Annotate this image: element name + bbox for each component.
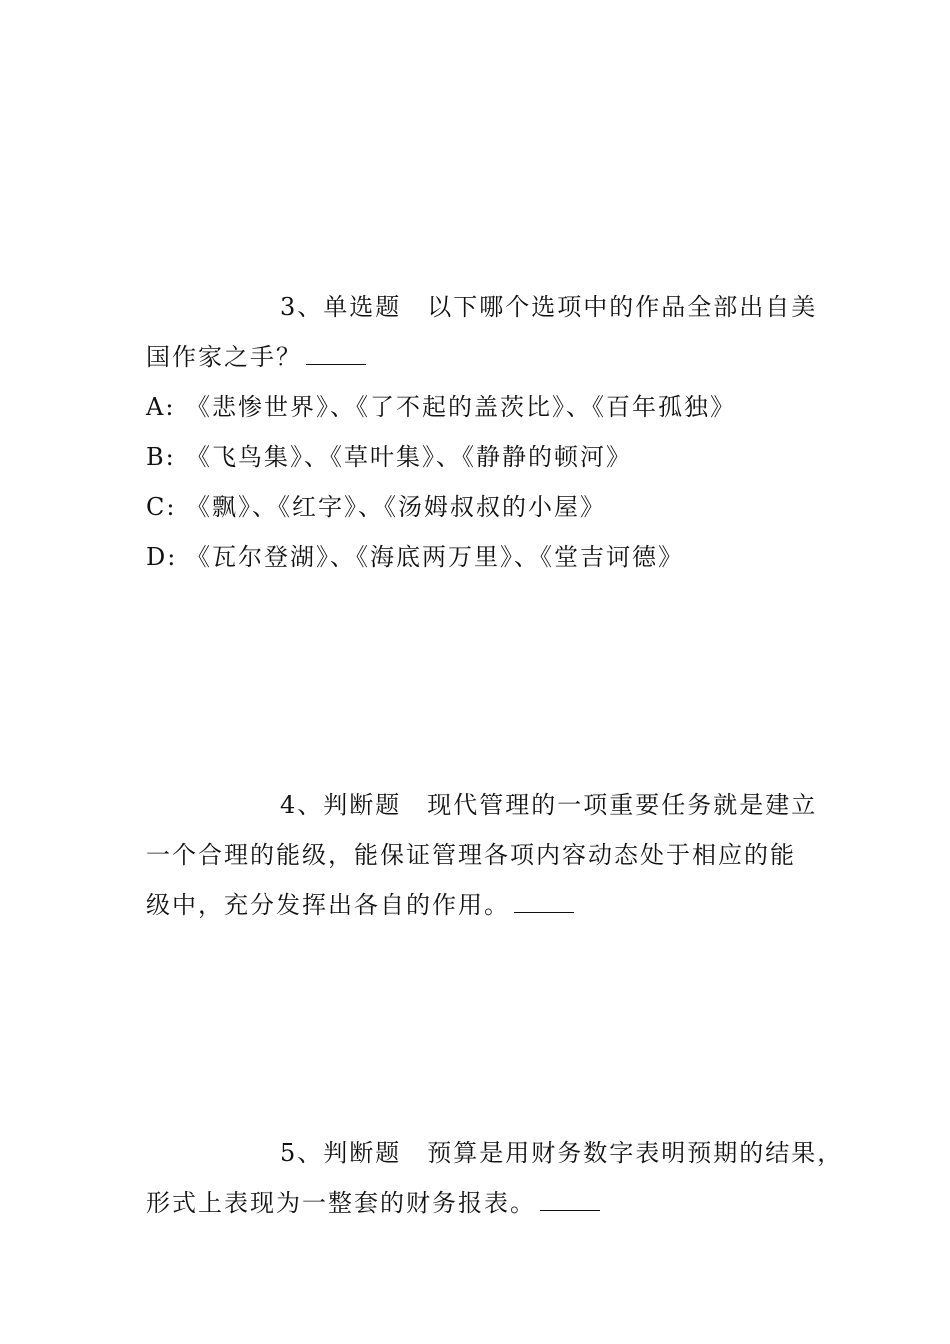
option-b[interactable] <box>146 432 806 482</box>
question-type: 判断题 <box>323 791 402 819</box>
option-key: C: <box>146 493 177 521</box>
question-3 <box>146 282 818 582</box>
question-stem-line-1: 现代管理的一项重要任务就是建立 <box>427 791 818 819</box>
option-text: 《飞鸟集》、《草叶集》、《静静的顿河》 <box>186 443 632 471</box>
option-a[interactable] <box>146 382 806 432</box>
option-c[interactable] <box>146 482 806 532</box>
question-stem-line-2: 国作家之手？ <box>146 343 302 371</box>
option-text: 《飘》、《红字》、《汤姆叔叔的小屋》 <box>186 493 606 521</box>
option-text: 《瓦尔登湖》、《海底两万里》、《堂吉诃德》 <box>186 543 684 571</box>
question-stem-line-3: 级中，充分发挥出各自的作用。 <box>146 891 510 919</box>
question-type: 判断题 <box>323 1139 402 1167</box>
question-4 <box>146 780 818 930</box>
option-d[interactable] <box>146 532 806 582</box>
question-5 <box>146 1128 844 1228</box>
question-number: 3、 <box>280 293 324 321</box>
question-number: 4、 <box>280 791 324 819</box>
question-stem-line-1: 以下哪个选项中的作品全部出自美 <box>427 293 818 321</box>
question-3-second-line <box>146 332 806 382</box>
answer-blank[interactable] <box>540 1190 600 1211</box>
option-key: D: <box>146 543 178 571</box>
question-type: 单选题 <box>323 293 402 321</box>
question-stem-line-1: 预算是用财务数字表明预期的结果， <box>427 1139 844 1167</box>
question-stem-line-2: 形式上表现为一整套的财务报表。 <box>146 1189 536 1217</box>
question-4-third-line <box>146 880 806 930</box>
question-stem-line-2: 一个合理的能级，能保证管理各项内容动态处于相应的能 <box>146 841 796 869</box>
option-text: 《悲惨世界》、《了不起的盖茨比》、《百年孤独》 <box>186 393 736 421</box>
question-number: 5、 <box>280 1139 324 1167</box>
question-5-second-line <box>146 1178 806 1228</box>
question-4-first-line <box>146 780 818 830</box>
question-3-first-line <box>146 282 818 332</box>
question-5-first-line <box>146 1128 844 1178</box>
answer-blank[interactable] <box>514 892 574 913</box>
question-4-second-line <box>146 830 806 880</box>
option-key: B: <box>146 443 176 471</box>
answer-blank[interactable] <box>306 344 366 365</box>
option-key: A: <box>146 393 176 421</box>
